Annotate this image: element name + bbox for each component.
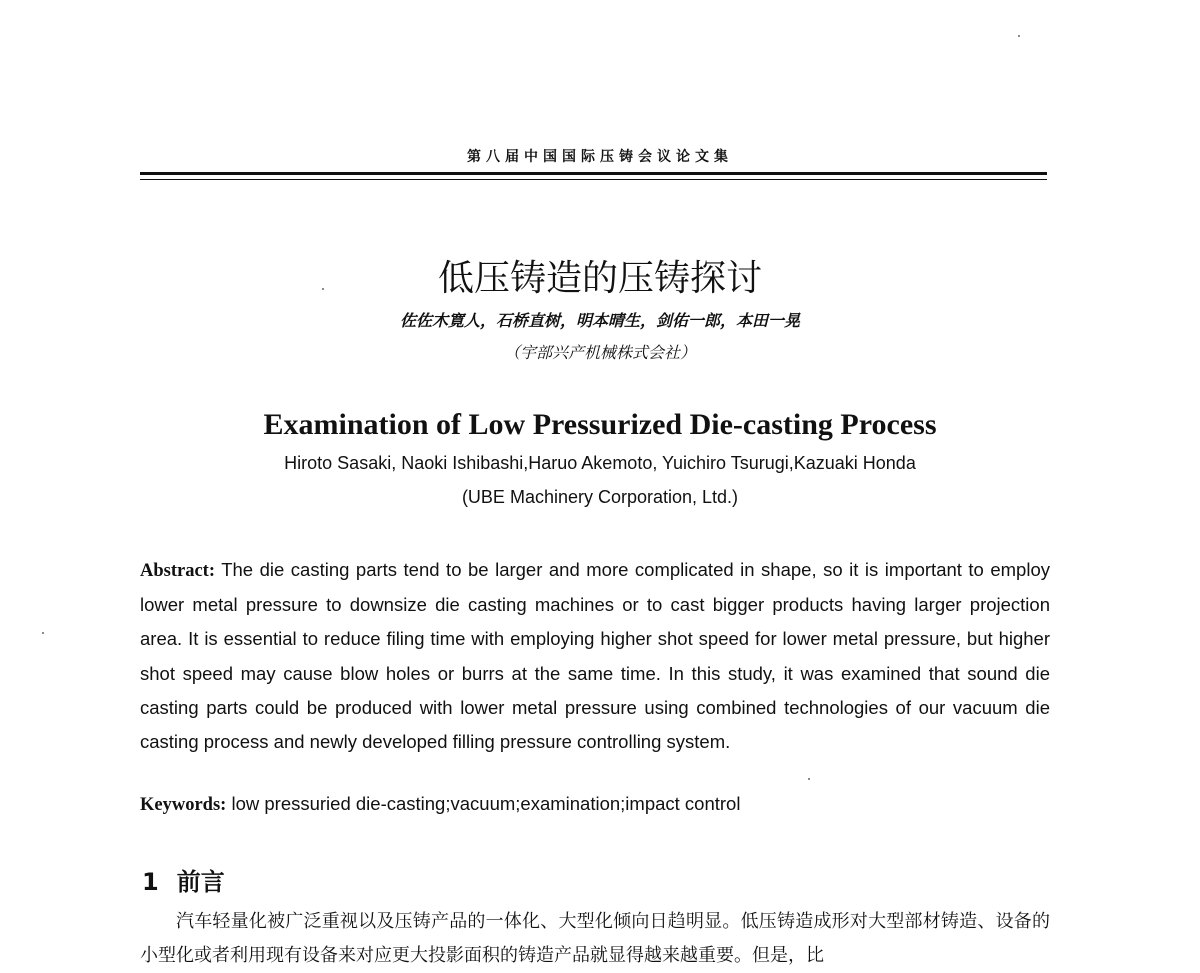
section-heading	[142, 862, 225, 897]
scan-speck	[42, 632, 44, 634]
header-rule-thick	[140, 172, 1047, 175]
authors-cn: 佐佐木寛人，石桥直树，明本晴生，剑佑一郎，本田一晃	[399, 311, 800, 330]
header-rule-thin	[140, 179, 1047, 180]
paper-title-cn: 低压铸造的压铸探讨	[437, 258, 762, 299]
affiliation-cn: （宇部兴产机械株式会社）	[503, 343, 696, 362]
authors-en: Hiroto Sasaki, Naoki Ishibashi,Haruo Akemoto, Yuichiro Tsurugi,Kazuaki Honda	[284, 453, 916, 473]
paper-title-en: Examination of Low Pressurized Die-casting Process	[263, 408, 937, 441]
intro-paragraph: 汽车轻量化被广泛重视以及压铸产品的一体化、大型化倾向日趋明显。低压铸造成形对大型部材铸造、设备的小型化或者利用现有设备来对应更大投影面积的铸造产品就显得越来越重要。但是，比	[140, 911, 1050, 966]
affiliation-en: (UBE Machinery Corporation, Ltd.)	[461, 487, 739, 507]
abstract	[140, 553, 1050, 759]
scan-speck	[322, 288, 324, 290]
abstract-text: The die casting parts tend to be larger and more complicated in shape, so it is important to employ lower metal pressure to downsize die casting machines or to cast bigger products having larger projection area. It is essential to reduce filing time with employing higher shot speed for lower metal pressure, but higher shot speed may cause blow holes or burrs at the same time. In this study, it was examined that sound die casting parts could be produced with lower metal pressure using combined technologies of our vacuum die casting process and newly developed filling pressure controlling system.	[140, 559, 1050, 753]
keywords-text: low pressuried die-casting;vacuum;examination;impact control	[226, 793, 741, 814]
abstract-label: Abstract:	[140, 561, 216, 581]
keywords-label: Keywords:	[140, 795, 227, 815]
journal-header: 第八届中国国际压铸会议论文集	[467, 149, 733, 165]
keywords	[140, 790, 1050, 819]
scan-speck	[1018, 35, 1020, 37]
section-number: 1	[142, 868, 159, 896]
scan-speck	[808, 778, 810, 780]
section-title: 前言	[176, 868, 225, 896]
